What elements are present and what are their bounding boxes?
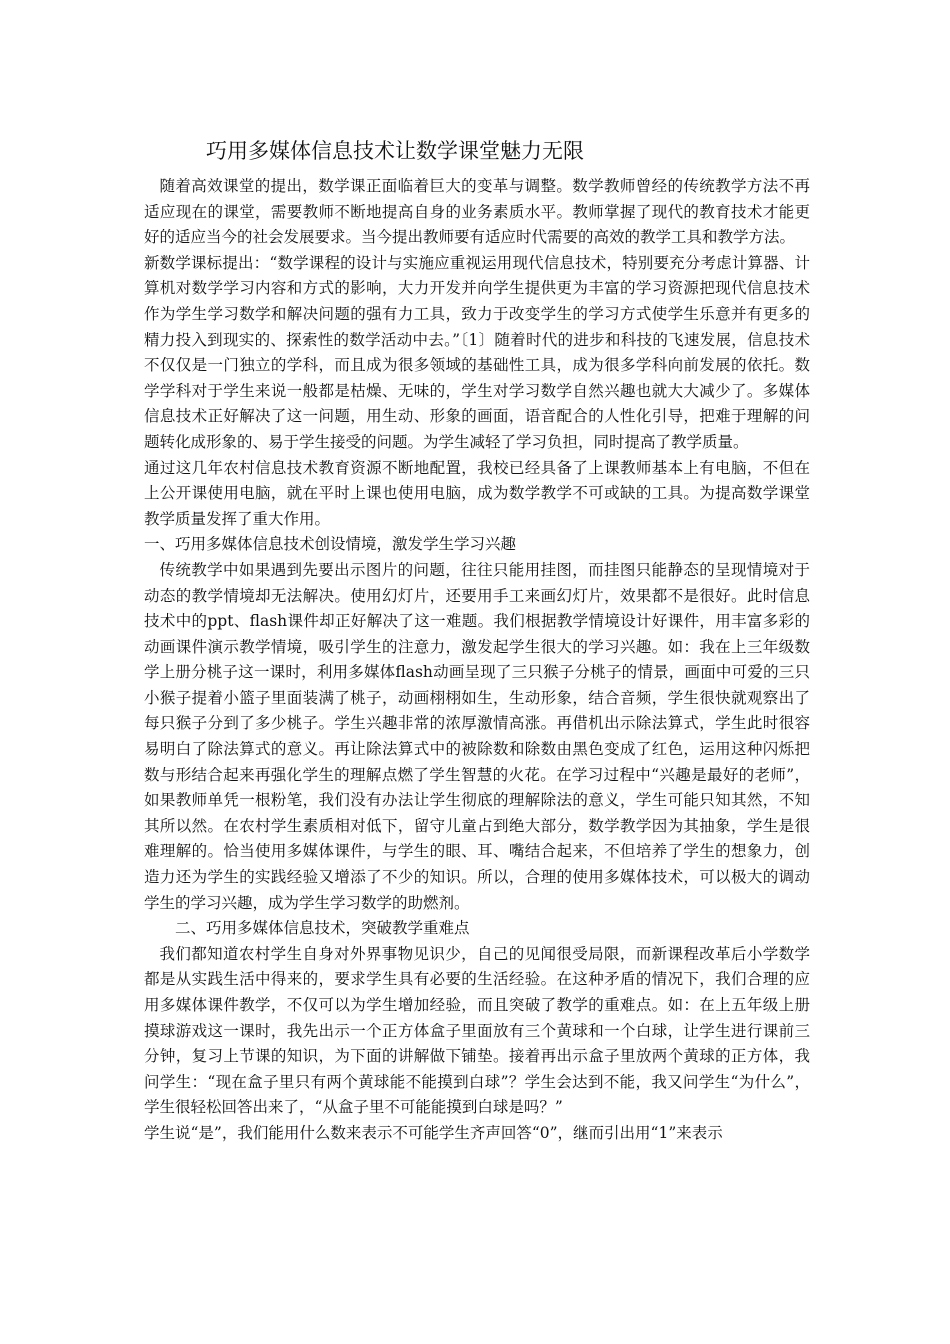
paragraph: 我们都知道农村学生自身对外界事物见识少，自己的见闻很受局限，而新课程改革后小学数学都是从实践生活中得来的，要求学生具有必要的生活经验。在这种矛盾的情况下，我们合理的应用多媒体课件教学，不仅可以为学生增加经验，而且突破了教学的重难点。如：在上五年级上册摸球游戏这一课时，我先出示一个正方体盒子里面放有三个黄球和一个白球，让学生进行课前三分钟，复习上节课的知识，为下面的讲解做下铺垫。接着再出示盒子里放两个黄球的正方体，我问学生：“现在盒子里只有两个黄球能不能摸到白球”？学生会达到不能，我又问学生“为什么”，学生很轻松回答出来了，“从盒子里不可能能摸到白球是吗？” xyxy=(144,944,810,1117)
document-body xyxy=(144,174,810,1147)
section-heading: 一、巧用多媒体信息技术创设情境，激发学生学习兴趣 xyxy=(144,535,517,554)
section-heading: 二、巧用多媒体信息技术，突破教学重难点 xyxy=(175,919,470,938)
paragraph: 随着高效课堂的提出，数学课正面临着巨大的变革与调整。数学教师曾经的传统教学方法不再适应现在的课堂，需要教师不断地提高自身的业务素质水平。教师掌握了现代的教育技术才能更好的适应当今的社会发展要求。当今提出教师要有适应时代需要的高效的教学工具和教学方法。 xyxy=(144,177,810,247)
paragraph: 新数学课标提出：“数学课程的设计与实施应重视运用现代信息技术，特别要充分考虑计算器、计算机对数学学习内容和方式的影响，大力开发并向学生提供更为丰富的学习资源把现代信息技术作为学生学习数学和解决问题的强有力工具，致力于改变学生的学习方式使学生乐意并有更多的精力投入到现实的、探索性的数学活动中去。”〔1〕随着时代的进步和科技的飞速发展，信息技术不仅仅是一门独立的学科，而且成为很多领域的基础性工具，成为很多学科向前发展的依托。数学学科对于学生来说一般都是枯燥、无味的，学生对学习数学自然兴趣也就大大减少了。多媒体信息技术正好解决了这一问题，用生动、形象的画面，语音配合的人性化引导，把难于理解的问题转化成形象的、易于学生接受的问题。为学生减轻了学习负担，同时提高了教学质量。 xyxy=(144,253,810,451)
paragraph: 通过这几年农村信息技术教育资源不断地配置，我校已经具备了上课教师基本上有电脑，不但在上公开课使用电脑，就在平时上课也使用电脑，成为数学教学不可或缺的工具。为提高数学课堂教学质量发挥了重大作用。 xyxy=(144,458,810,528)
paragraph: 学生说“是”，我们能用什么数来表示不可能学生齐声回答“0”，继而引出用“1”来表示 xyxy=(144,1123,723,1142)
paragraph: 传统教学中如果遇到先要出示图片的问题，往往只能用挂图，而挂图只能静态的呈现情境对于动态的教学情境却无法解决。使用幻灯片，还要用手工来画幻灯片，效果都不是很好。此时信息技术中的ppt、flash课件却正好解决了这一难题。我们根据教学情境设计好课件，用丰富多彩的动画课件演示教学情境，吸引学生的注意力，激发起学生很大的学习兴趣。如：我在上三年级数学上册分桃子这一课时，利用多媒体flash动画呈现了三只猴子分桃子的情景，画面中可爱的三只小猴子提着小篮子里面装满了桃子，动画栩栩如生，生动形象，结合音频，学生很快就观察出了每只猴子分到了多少桃子。学生兴趣非常的浓厚激情高涨。再借机出示除法算式，学生此时很容易明白了除法算式的意义。再让除法算式中的被除数和除数由黑色变成了红色，运用这种闪烁把数与形结合起来再强化学生的理解点燃了学生智慧的火花。在学习过程中“兴趣是最好的老师”，如果教师单凭一根粉笔，我们没有办法让学生彻底的理解除法的意义，学生可能只知其然，不知其所以然。在农村学生素质相对低下，留守儿童占到绝大部分，数学教学因为其抽象，学生是很难理解的。恰当使用多媒体课件，与学生的眼、耳、嘴结合起来，不但培养了学生的想象力，创造力还为学生的实践经验又增添了不少的知识。所以，合理的使用多媒体技术，可以极大的调动学生的学习兴趣，成为学生学习数学的助燃剂。 xyxy=(144,560,810,912)
document-title: 巧用多媒体信息技术让数学课堂魅力无限 xyxy=(206,139,584,163)
